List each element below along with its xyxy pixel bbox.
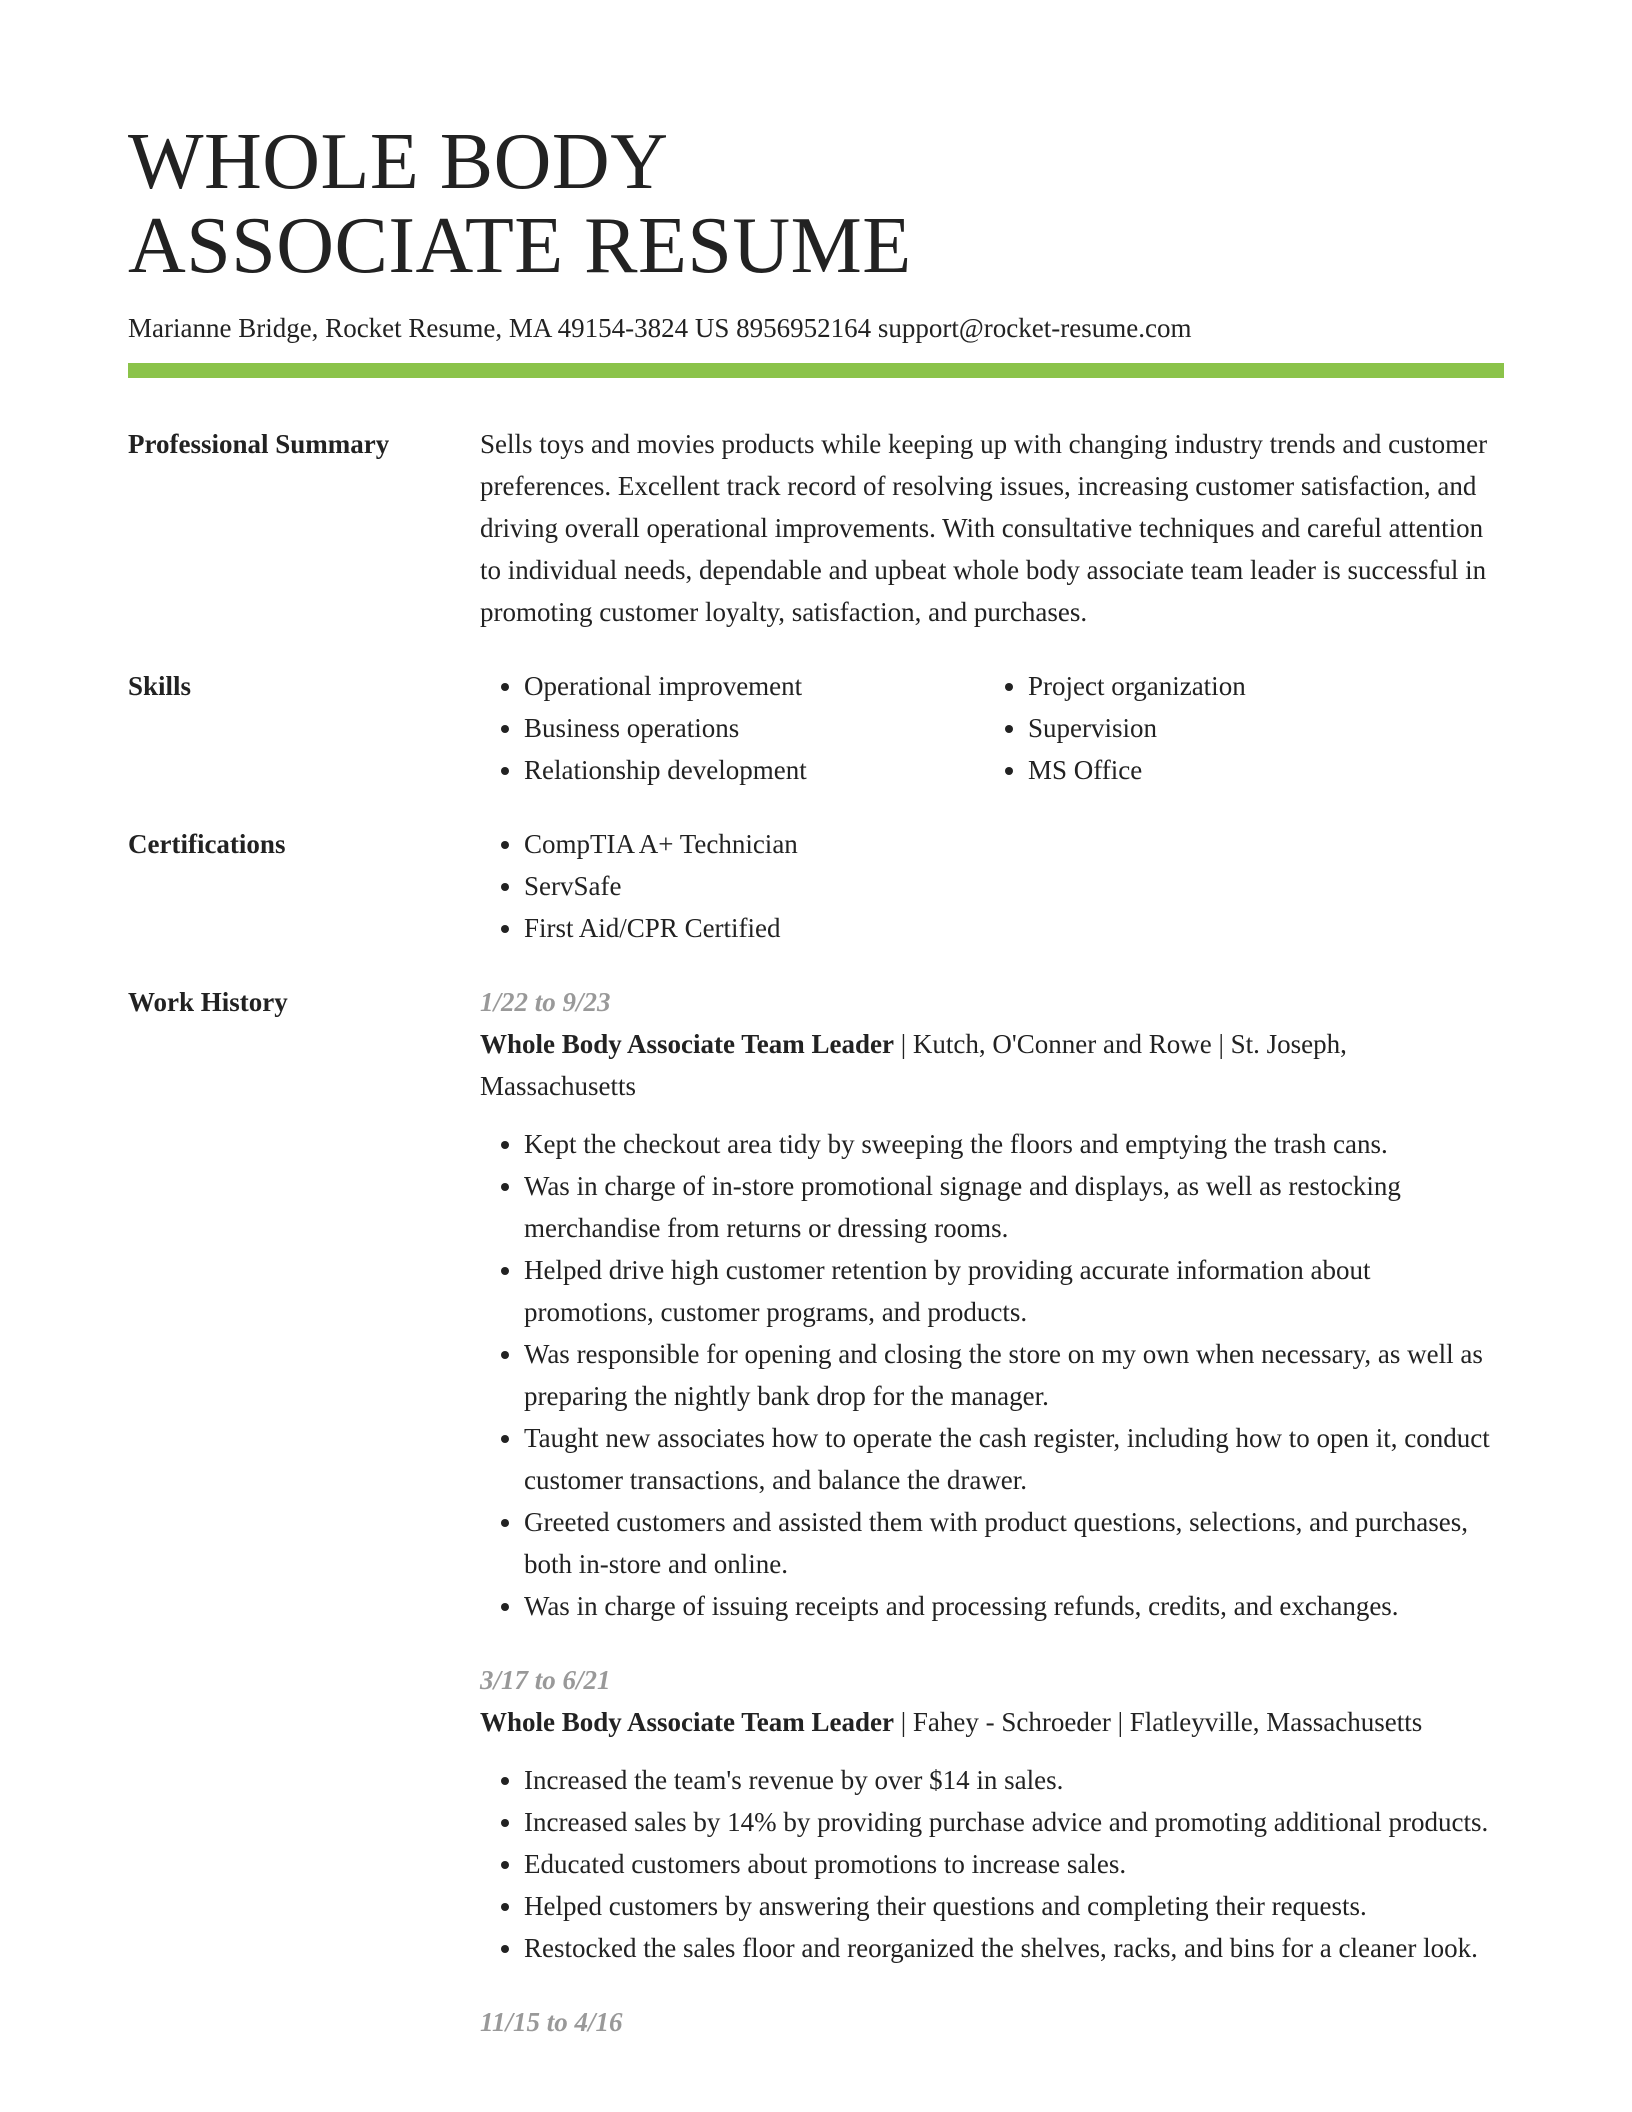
summary-text: Sells toys and movies products while keeping up with changing industry trends and customer preferences. Excellent track record of resolving issues, increasing customer satisfaction, and driving overall operational improvements. With consultative techniques and careful attention to individual needs, dependable and upbeat whole body associate team leader is successful in promoting customer loyalty, satisfaction, and purchases.: [480, 429, 1488, 627]
professional-summary-section: [128, 423, 1504, 633]
job-bullets: [480, 1759, 1504, 1969]
job-bullet: • Restocked the sales floor and reorganized the shelves, racks, and bins for a cleaner look.: [524, 1927, 1504, 1969]
job-dates: 1/22 to 9/23: [480, 987, 611, 1017]
job-dates: 3/17 to 6/21: [480, 1665, 611, 1695]
job-bullets: [480, 1123, 1504, 1627]
title-line-2: ASSOCIATE RESUME: [128, 202, 912, 290]
job-bullet: • Helped customers by answering their questions and completing their requests.: [524, 1885, 1504, 1927]
job-bullet: • Was responsible for opening and closing the store on my own when necessary, as well as preparing the nightly bank drop for the manager.: [524, 1333, 1504, 1417]
resume-page: [128, 120, 1504, 2053]
certification-item: • ServSafe: [524, 865, 1504, 907]
job-bullet: • Educated customers about promotions to increase sales.: [524, 1843, 1504, 1885]
section-label-work-history: Work History: [128, 987, 288, 1017]
job-bullet: • Greeted customers and assisted them with product questions, selections, and purchases, both in-store and online.: [524, 1501, 1504, 1585]
job-entry: [480, 981, 1504, 1627]
job-heading: [480, 1701, 1504, 1743]
job-bullet: • Helped drive high customer retention by providing accurate information about promotions, customer programs, and products.: [524, 1249, 1504, 1333]
skill-item: • Relationship development: [524, 749, 984, 791]
job-bullet: • Taught new associates how to operate the cash register, including how to open it, conduct customer transactions, and balance the drawer.: [524, 1417, 1504, 1501]
job-details: | Kutch, O'Conner and Rowe | St. Joseph, Massachusetts: [480, 1029, 1347, 1101]
certification-item: • First Aid/CPR Certified: [524, 907, 1504, 949]
job-bullet: • Increased the team's revenue by over $14 in sales.: [524, 1759, 1504, 1801]
skill-item: • MS Office: [1028, 749, 1488, 791]
job-heading: [480, 1023, 1504, 1107]
skills-column-1: [480, 665, 984, 791]
job-dates: 11/15 to 4/16: [480, 2007, 623, 2037]
section-label-summary: Professional Summary: [128, 429, 390, 459]
skills-grid: [480, 665, 1504, 791]
title-line-1: WHOLE BODY: [128, 118, 669, 206]
contact-line: Marianne Bridge, Rocket Resume, MA 49154-3824 US 8956952164 support@rocket-resume.com: [128, 313, 1192, 343]
certifications-list: [480, 823, 1504, 949]
skill-item: • Business operations: [524, 707, 984, 749]
skill-item: • Project organization: [1028, 665, 1488, 707]
job-bullet: • Was in charge of issuing receipts and processing refunds, credits, and exchanges.: [524, 1585, 1504, 1627]
job-bullet: • Was in charge of in-store promotional signage and displays, as well as restocking merchandise from returns or dressing rooms.: [524, 1165, 1504, 1249]
resume-title: [128, 120, 1504, 288]
job-details: | Fahey - Schroeder | Flatleyville, Massachusetts: [894, 1707, 1423, 1737]
skill-item: • Operational improvement: [524, 665, 984, 707]
job-bullet: • Increased sales by 14% by providing purchase advice and promoting additional products.: [524, 1801, 1504, 1843]
work-history-list: [480, 981, 1504, 2053]
skills-section: [128, 665, 1504, 791]
section-label-skills: Skills: [128, 671, 192, 701]
job-entry: [480, 2001, 1504, 2037]
skill-item: • Supervision: [1028, 707, 1488, 749]
work-history-section: [128, 981, 1504, 2053]
certifications-section: [128, 823, 1504, 949]
accent-divider: [128, 363, 1504, 378]
section-label-certifications: Certifications: [128, 829, 286, 859]
job-title: Whole Body Associate Team Leader: [480, 1707, 895, 1737]
certification-item: • CompTIA A+ Technician: [524, 823, 1504, 865]
job-bullet: • Kept the checkout area tidy by sweeping the floors and emptying the trash cans.: [524, 1123, 1504, 1165]
job-title: Whole Body Associate Team Leader: [480, 1029, 895, 1059]
skills-column-2: [984, 665, 1488, 791]
job-entry: [480, 1659, 1504, 1969]
